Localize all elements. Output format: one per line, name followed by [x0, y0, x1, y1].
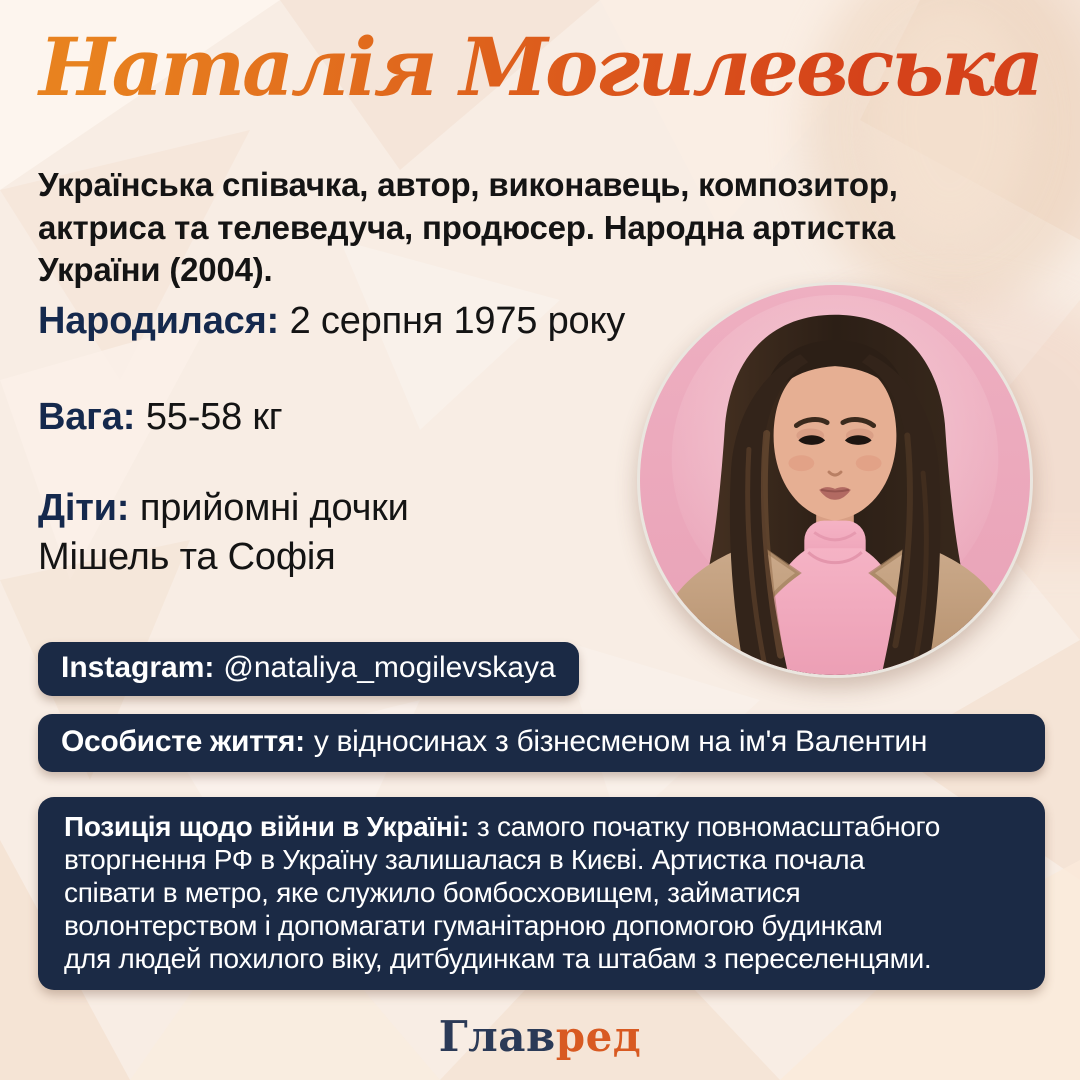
glavred-logo-orange-part: ред	[555, 1012, 642, 1061]
fact-weight	[38, 396, 282, 439]
intro-text: Українська співачка, автор, виконавець, композитор, актриса та телеведуча, продюсер. Народна артистка України (2004).	[38, 166, 898, 289]
fact-birth-label: Народилася:	[38, 300, 280, 342]
personal-life-label: Особисте життя:	[61, 725, 305, 758]
war-line: співати в метро, яке служило бомбосховищем, займатися	[64, 877, 801, 908]
portrait-illustration	[640, 285, 1030, 675]
instagram-handle: @nataliya_mogilevskaya	[223, 651, 556, 684]
fact-weight-label: Вага:	[38, 396, 136, 438]
war-position-box	[38, 797, 1045, 990]
war-position-text: з самого початку повномасштабного	[476, 811, 941, 842]
war-position-label: Позиція щодо війни в Україні:	[64, 811, 470, 842]
personal-life-badge	[38, 714, 1045, 772]
fact-birth	[38, 300, 625, 343]
glavred-logo-dark-part: Глав	[438, 1012, 556, 1061]
war-line	[64, 810, 1019, 843]
page-title: Наталія Могилевська	[0, 20, 1080, 114]
personal-life-value: у відносинах з бізнесменом на ім'я Валентин	[313, 725, 928, 758]
fact-children-value: прийомні дочки Мішель та Софія	[38, 487, 409, 579]
portrait-photo	[637, 282, 1033, 678]
instagram-label: Instagram:	[61, 651, 215, 684]
fact-children	[38, 484, 478, 583]
fact-weight-value: 55-58 кг	[145, 396, 283, 438]
glavred-logo	[0, 1012, 1080, 1061]
instagram-badge	[38, 642, 579, 696]
war-line: вторгнення РФ в Україну залишалася в Києві. Артистка почала	[64, 844, 865, 875]
war-line: для людей похилого віку, дитбудинкам та штабам з переселенцями.	[64, 943, 932, 974]
fact-children-label: Діти:	[38, 487, 130, 529]
fact-birth-value: 2 серпня 1975 року	[289, 300, 626, 342]
war-line: волонтерством і допомагати гуманітарною допомогою будинкам	[64, 910, 883, 941]
